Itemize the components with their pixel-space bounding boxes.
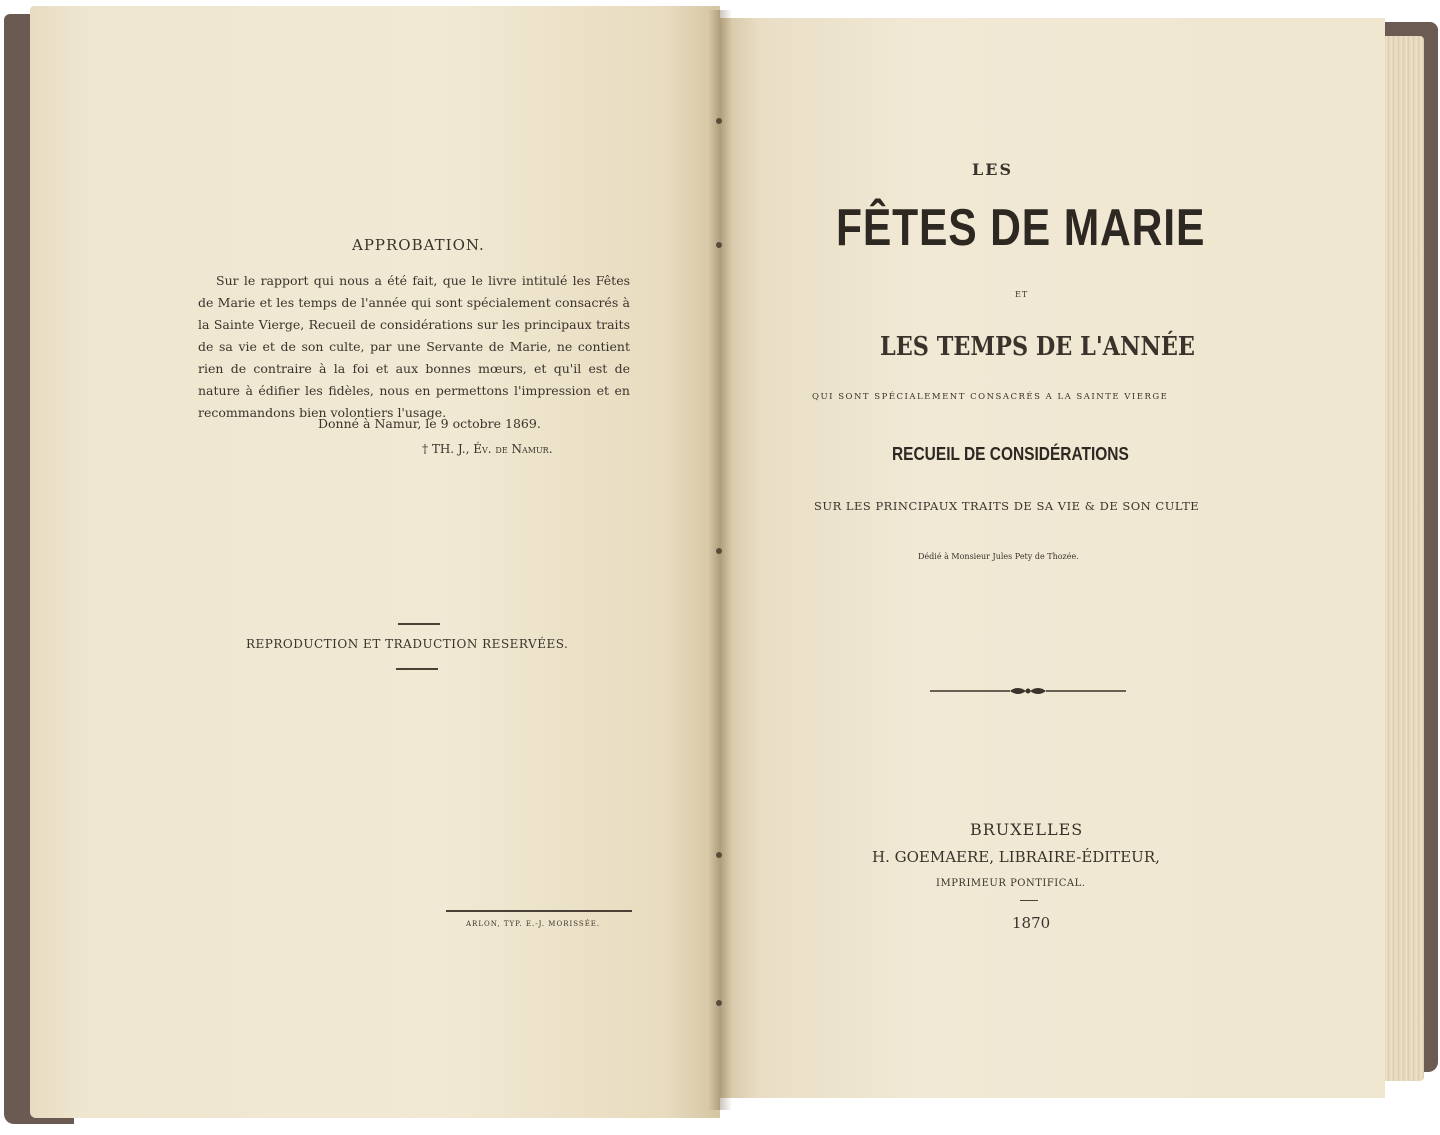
dedication: Dédié à Monsieur Jules Pety de Thozée. — [918, 552, 1079, 561]
title-et: ET — [1015, 290, 1029, 299]
left-page — [30, 6, 720, 1118]
publisher-name: H. GOEMAERE, LIBRAIRE-ÉDITEUR, — [872, 848, 1160, 866]
publication-year: 1870 — [1012, 914, 1051, 932]
publisher-city: BRUXELLES — [970, 820, 1084, 839]
approbation-date: Donné à Namur, le 9 octobre 1869. — [318, 416, 541, 431]
reserved-notice: REPRODUCTION ET TRADUCTION RESERVÉES. — [246, 637, 569, 651]
ornament-divider — [930, 680, 1126, 702]
binding-stitch — [716, 242, 722, 248]
subtitle-temps: LES TEMPS DE L'ANNÉE — [880, 332, 1195, 362]
subtitle-qui: QUI SONT SPÉCIALEMENT CONSACRÉS A LA SAINTE VIERGE — [812, 392, 1169, 402]
binding-stitch — [716, 852, 722, 858]
book-gutter — [708, 10, 732, 1110]
subtitle-sur: SUR LES PRINCIPAUX TRAITS DE SA VIE & DE SON CULTE — [814, 499, 1200, 513]
divider-rule — [398, 623, 440, 625]
printer-imprint: ARLON, TYP. E.-J. MORISSÉE. — [466, 920, 601, 928]
printer-rule — [446, 910, 632, 912]
approbation-body: Sur le rapport qui nous a été fait, que le livre intitulé les Fêtes de Marie et les temps de l'année qui sont spécialement consacrés à la Sainte Vierge, Recueil de considérations sur les principaux traits de sa vie et de son culte, par une Servante de Marie, ne contient rien de contraire à la foi et aux bonnes mœurs, et qu'il est de nature à édifier les fidèles, nous en permettons l'impression et en recommandons bien volontiers l'usage. — [198, 273, 630, 420]
publisher-role: IMPRIMEUR PONTIFICAL. — [936, 878, 1086, 889]
title-les: LES — [972, 160, 1013, 179]
year-rule — [1020, 900, 1038, 901]
approbation-heading: APPROBATION. — [352, 236, 485, 254]
binding-stitch — [716, 548, 722, 554]
main-title: FÊTES DE MARIE — [836, 199, 1206, 257]
subtitle-recueil: RECUEIL DE CONSIDÉRATIONS — [892, 444, 1129, 464]
divider-rule — [396, 668, 438, 670]
approbation-signature: † TH. J., Év. de Namur. — [422, 442, 553, 456]
binding-stitch — [716, 1000, 722, 1006]
binding-stitch — [716, 118, 722, 124]
